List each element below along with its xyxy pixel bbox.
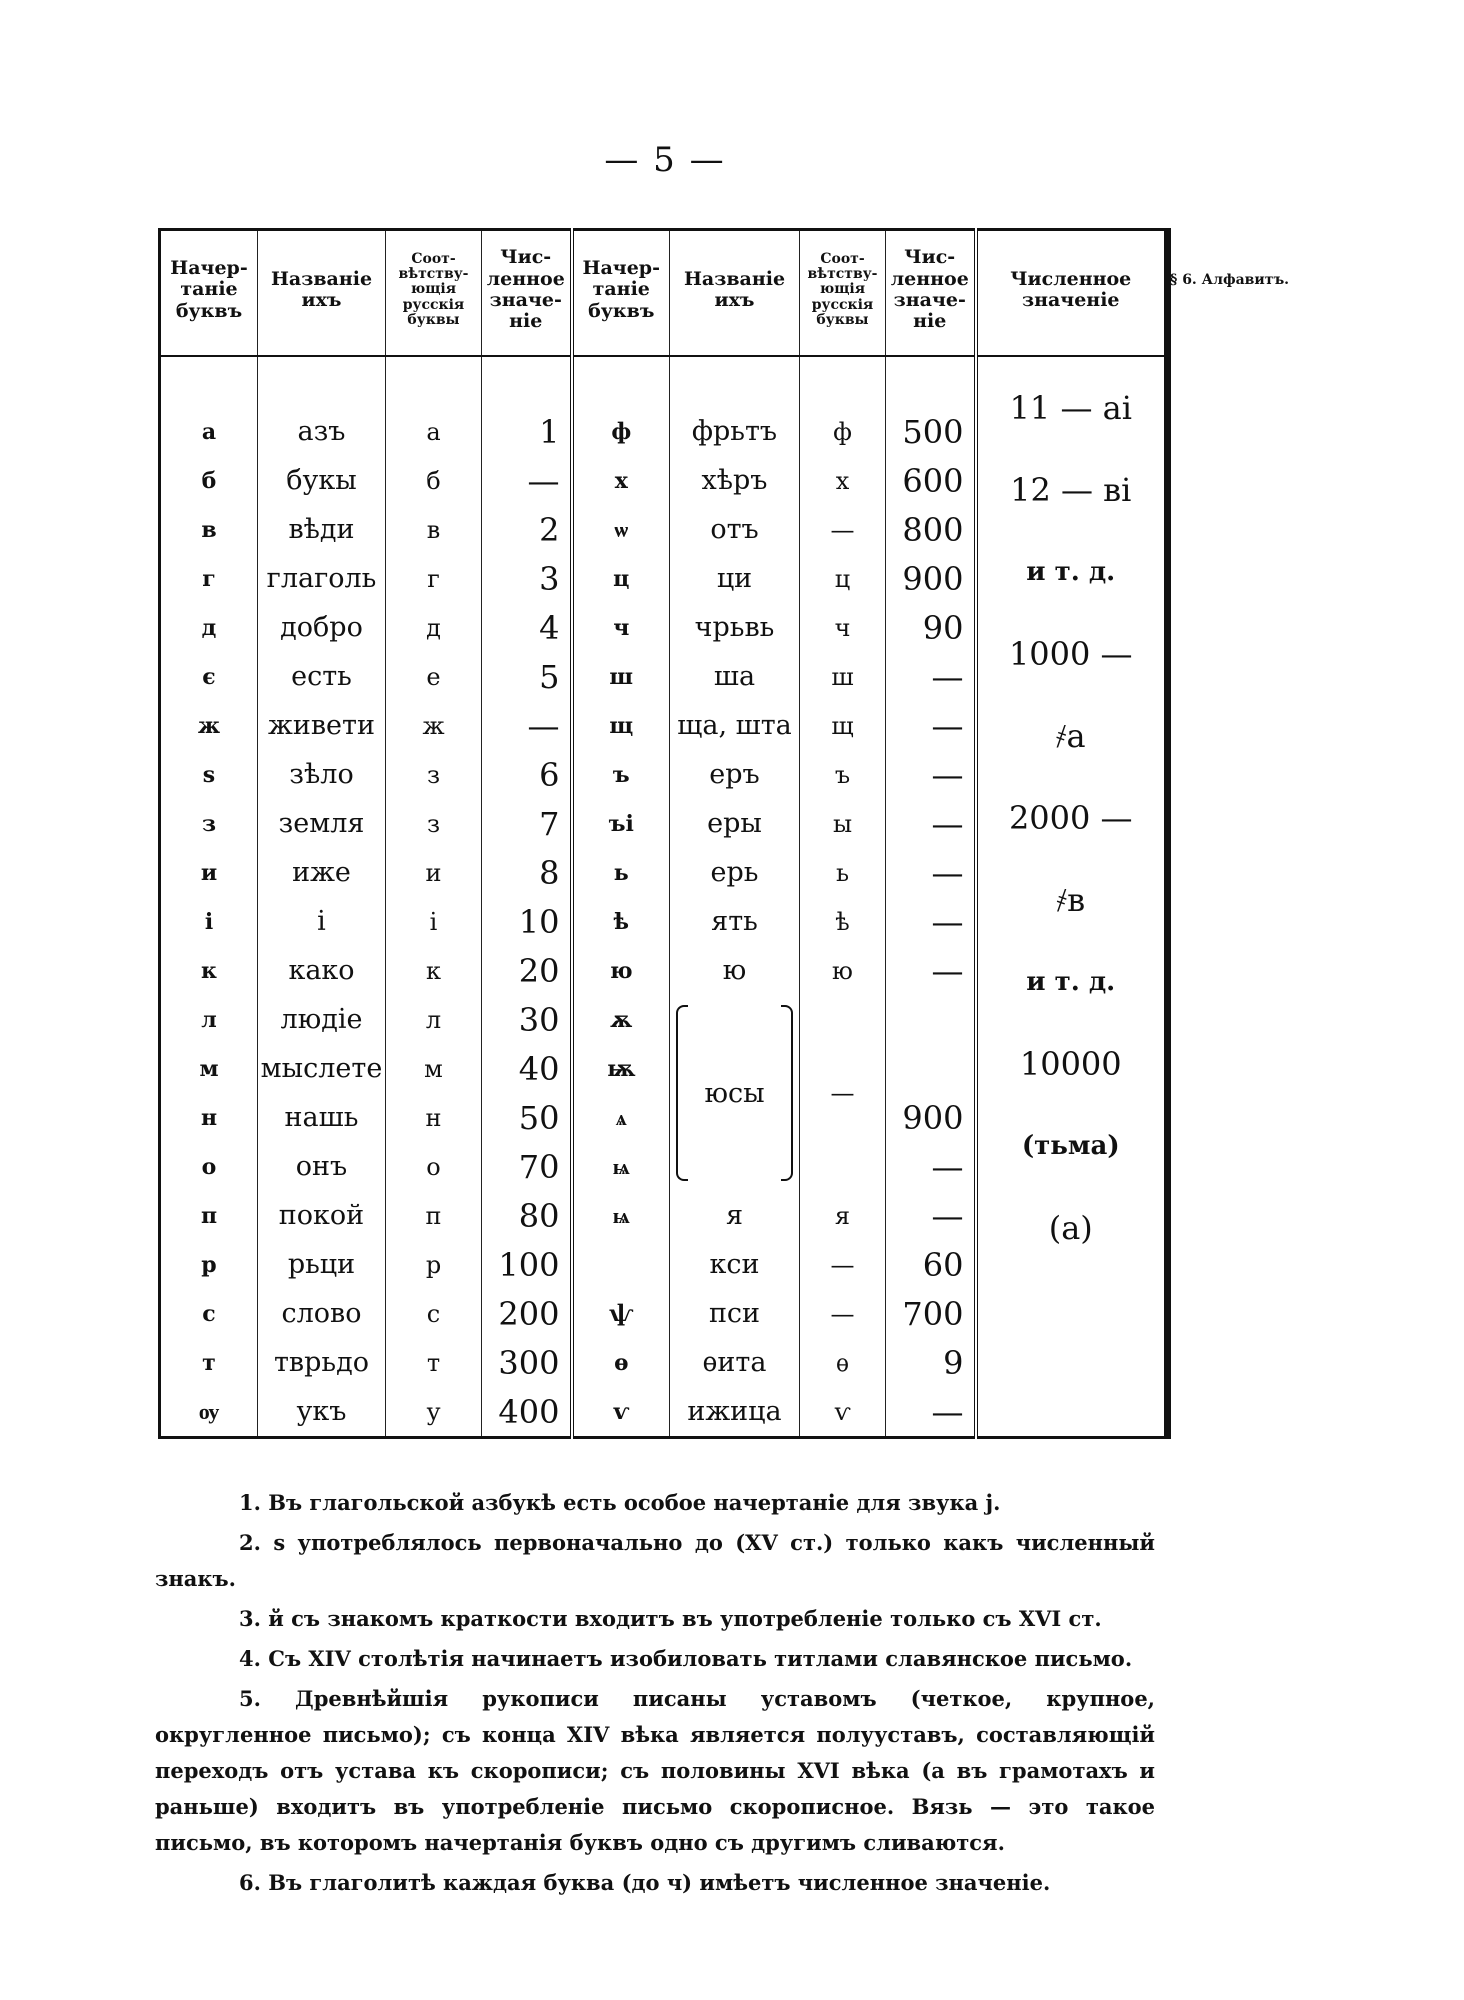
russian-letter: е	[386, 652, 482, 701]
numeric-value: 80	[482, 1191, 572, 1240]
numeric-value: 2	[482, 505, 572, 554]
numeric-value: —	[886, 799, 976, 848]
russian-letter: о	[386, 1142, 482, 1191]
letter-name: вѣди	[258, 505, 386, 554]
header-numeric-general: Численное значеніе	[976, 230, 1168, 357]
numeric-value: 8	[482, 848, 572, 897]
letter-name: живети	[258, 701, 386, 750]
numeric-value: 900	[886, 1093, 976, 1142]
letter-name: ю	[670, 946, 800, 995]
russian-letter: ъ	[800, 750, 886, 799]
russian-letter: я	[800, 1191, 886, 1240]
letter-shape: ю	[572, 946, 670, 995]
numeric-value: —	[886, 1191, 976, 1240]
numeric-value: 50	[482, 1093, 572, 1142]
numeric-value: 9	[886, 1338, 976, 1387]
numeric-value: 400	[482, 1387, 572, 1438]
russian-letter: ж	[386, 701, 482, 750]
letter-name: ща, шта	[670, 701, 800, 750]
russian-letter: н	[386, 1093, 482, 1142]
numeric-value: 30	[482, 995, 572, 1044]
numeric-value: —	[886, 652, 976, 701]
russian-letter: т	[386, 1338, 482, 1387]
letter-shape: ѫ	[572, 995, 670, 1044]
russian-letter: —	[800, 505, 886, 554]
letter-shape: б	[160, 456, 258, 505]
header-numeric-2: Чис- ленное значе- ніе	[886, 230, 976, 357]
numeric-example: 1000 —	[1008, 635, 1133, 673]
numeric-value: 500	[886, 407, 976, 456]
russian-letter: г	[386, 554, 482, 603]
numeric-value: 800	[886, 505, 976, 554]
numeric-value: 3	[482, 554, 572, 603]
numeric-value: 10	[482, 897, 572, 946]
footnotes	[155, 1485, 1155, 1905]
letter-name: еры	[670, 799, 800, 848]
letter-shape: ѕ	[160, 750, 258, 799]
numeric-value: 40	[482, 1044, 572, 1093]
letter-name: рьци	[258, 1240, 386, 1289]
letter-shape: в	[160, 505, 258, 554]
numeric-value: 7	[482, 799, 572, 848]
russian-letter: ь	[800, 848, 886, 897]
footnote: 5. Древнѣйшія рукописи писаны уставомъ (четкое, крупное, округленное письмо); съ конца XIV вѣка является полууставъ, составляющій переходъ отъ устава къ скорописи; съ половины XVI вѣка (а въ грамотахъ и раньше) входитъ въ употребленіе письмо скорописное. Вязь — это такое письмо, въ которомъ начертанія буквъ одно съ другимъ сливаются.	[155, 1686, 1155, 1855]
letter-name: ци	[670, 554, 800, 603]
yus-name-cell: юсы	[670, 995, 800, 1191]
russian-letter: в	[386, 505, 482, 554]
letter-name: глаголь	[258, 554, 386, 603]
letter-shape: ѩ	[572, 1142, 670, 1191]
letter-name: ерь	[670, 848, 800, 897]
numeric-value: —	[886, 750, 976, 799]
numeric-value: —	[886, 701, 976, 750]
numeric-example: 10000	[1019, 1045, 1122, 1083]
numeric-example: (а)	[1048, 1209, 1093, 1247]
letter-shape: і	[160, 897, 258, 946]
numeric-value: 6	[482, 750, 572, 799]
letter-shape: з	[160, 799, 258, 848]
letter-shape: ь	[572, 848, 670, 897]
letter-shape: ѭ	[572, 1044, 670, 1093]
numeric-value: 1	[482, 407, 572, 456]
letter-shape: л	[160, 995, 258, 1044]
numeric-value: 60	[886, 1240, 976, 1289]
letter-shape	[572, 1240, 670, 1289]
letter-name: азъ	[258, 407, 386, 456]
letter-shape: ц	[572, 554, 670, 603]
header-name-2: Названіе ихъ	[670, 230, 800, 357]
letter-name: я	[670, 1191, 800, 1240]
alphabet-table	[158, 228, 1171, 1439]
table-header-row	[160, 230, 1168, 357]
numeric-example: и т. д.	[1026, 967, 1116, 997]
header-russian: Соот- вѣтству- ющія русскія буквы	[386, 230, 482, 357]
letter-name: букы	[258, 456, 386, 505]
letter-shape: ѳ	[572, 1338, 670, 1387]
footnote: 1. Въ глагольской азбукѣ есть особое начертаніе для звука j.	[239, 1490, 1001, 1515]
letter-name: нашь	[258, 1093, 386, 1142]
numeric-example: 12 — ві	[1010, 471, 1132, 509]
letter-shape: є	[160, 652, 258, 701]
letter-shape: о	[160, 1142, 258, 1191]
numeric-example: (тьма)	[1021, 1131, 1120, 1161]
numeric-value: —	[886, 848, 976, 897]
letter-shape: щ	[572, 701, 670, 750]
russian-letter: ѳ	[800, 1338, 886, 1387]
russian-letter: з	[386, 750, 482, 799]
russian-letter: ш	[800, 652, 886, 701]
header-name: Названіе ихъ	[258, 230, 386, 357]
letter-name: людіе	[258, 995, 386, 1044]
letter-shape: д	[160, 603, 258, 652]
numeric-value: —	[886, 946, 976, 995]
letter-shape: к	[160, 946, 258, 995]
numeric-value	[886, 995, 976, 1044]
footnote: 3. й съ знакомъ краткости входитъ въ употребленіе только съ XVI ст.	[239, 1606, 1102, 1631]
letter-shape: ѱ	[572, 1289, 670, 1338]
numeric-value: —	[886, 897, 976, 946]
russian-letter: д	[386, 603, 482, 652]
numeric-example: ҂а	[1055, 717, 1086, 755]
russian-letter: у	[386, 1387, 482, 1438]
russian-letter: к	[386, 946, 482, 995]
letter-shape: р	[160, 1240, 258, 1289]
russian-letter: х	[800, 456, 886, 505]
letter-shape: ж	[160, 701, 258, 750]
numeric-value: 90	[886, 603, 976, 652]
letter-name: онъ	[258, 1142, 386, 1191]
letter-shape: ѣ	[572, 897, 670, 946]
russian-letter: р	[386, 1240, 482, 1289]
letter-name: добро	[258, 603, 386, 652]
letter-name: отъ	[670, 505, 800, 554]
letter-name: еръ	[670, 750, 800, 799]
russian-letter: ц	[800, 554, 886, 603]
russian-letter: б	[386, 456, 482, 505]
numeric-value: —	[482, 456, 572, 505]
letter-name: хѣръ	[670, 456, 800, 505]
letter-name: кси	[670, 1240, 800, 1289]
letter-shape: ѩ	[572, 1191, 670, 1240]
letter-shape: ѵ	[572, 1387, 670, 1438]
russian-letter: щ	[800, 701, 886, 750]
letter-shape: ч	[572, 603, 670, 652]
letter-name: иже	[258, 848, 386, 897]
russian-letter: —	[800, 1289, 886, 1338]
letter-name: чрьвь	[670, 603, 800, 652]
letter-shape: и	[160, 848, 258, 897]
letter-shape: г	[160, 554, 258, 603]
numeric-value: 5	[482, 652, 572, 701]
letter-name: покой	[258, 1191, 386, 1240]
letter-shape: ъі	[572, 799, 670, 848]
letter-shape: т	[160, 1338, 258, 1387]
header-shape-2: Начер- таніе буквъ	[572, 230, 670, 357]
spacer-row	[160, 356, 1168, 407]
russian-letter: м	[386, 1044, 482, 1093]
letter-name: ѳита	[670, 1338, 800, 1387]
header-shape: Начер- таніе буквъ	[160, 230, 258, 357]
numeric-example: 11 — аі	[1009, 389, 1132, 427]
russian-letter: з	[386, 799, 482, 848]
numeric-value: 20	[482, 946, 572, 995]
letter-name: тврьдо	[258, 1338, 386, 1387]
russian-letter: ы	[800, 799, 886, 848]
russian-letter: п	[386, 1191, 482, 1240]
letter-name: ша	[670, 652, 800, 701]
numeric-value: 300	[482, 1338, 572, 1387]
letter-shape: ѧ	[572, 1093, 670, 1142]
numeric-examples-cell	[976, 356, 1168, 1438]
letter-shape: а	[160, 407, 258, 456]
letter-name: ять	[670, 897, 800, 946]
footnote: 2. ѕ употреблялось первоначально до (XV ст.) только какъ численный знакъ.	[155, 1530, 1155, 1591]
letter-name: зѣло	[258, 750, 386, 799]
numeric-value	[886, 1044, 976, 1093]
numeric-value: 900	[886, 554, 976, 603]
russian-letter: и	[386, 848, 482, 897]
letter-name: слово	[258, 1289, 386, 1338]
letter-shape: н	[160, 1093, 258, 1142]
letter-name: како	[258, 946, 386, 995]
page-number: — 5 —	[604, 140, 726, 180]
letter-name: мыслете	[258, 1044, 386, 1093]
letter-shape: ѹ	[160, 1387, 258, 1438]
footnote: 6. Въ глаголитѣ каждая буква (до ч) имѣетъ численное значеніе.	[239, 1870, 1051, 1895]
russian-letter: ч	[800, 603, 886, 652]
letter-shape: ъ	[572, 750, 670, 799]
numeric-value: —	[886, 1387, 976, 1438]
numeric-value: 100	[482, 1240, 572, 1289]
numeric-example: и т. д.	[1026, 557, 1116, 587]
russian-letter: с	[386, 1289, 482, 1338]
letter-name: есть	[258, 652, 386, 701]
header-russian-2: Соот- вѣтству- ющія русскія буквы	[800, 230, 886, 357]
russian-letter: л	[386, 995, 482, 1044]
letter-shape: ш	[572, 652, 670, 701]
letter-name: укъ	[258, 1387, 386, 1438]
numeric-example: ҂в	[1056, 881, 1086, 919]
russian-letter: —	[800, 1240, 886, 1289]
numeric-value: 200	[482, 1289, 572, 1338]
letter-shape: ф	[572, 407, 670, 456]
russian-letter: і	[386, 897, 482, 946]
letter-shape: м	[160, 1044, 258, 1093]
russian-letter: ю	[800, 946, 886, 995]
letter-shape: п	[160, 1191, 258, 1240]
letter-name: і	[258, 897, 386, 946]
numeric-example: 2000 —	[1008, 799, 1133, 837]
letter-shape: х	[572, 456, 670, 505]
numeric-value: 700	[886, 1289, 976, 1338]
numeric-value: 600	[886, 456, 976, 505]
numeric-value: —	[886, 1142, 976, 1191]
numeric-value: 4	[482, 603, 572, 652]
section-sidenote: § 6. Алфавитъ.	[1170, 272, 1290, 288]
letter-name: ижица	[670, 1387, 800, 1438]
letter-name: фрьтъ	[670, 407, 800, 456]
russian-letter: ѵ	[800, 1387, 886, 1438]
russian-letter: ѣ	[800, 897, 886, 946]
numeric-value: —	[482, 701, 572, 750]
russian-letter: а	[386, 407, 482, 456]
yus-russian-cell: —	[800, 995, 886, 1191]
header-numeric: Чис- ленное значе- ніе	[482, 230, 572, 357]
letter-name: земля	[258, 799, 386, 848]
russian-letter: ф	[800, 407, 886, 456]
letter-name: пси	[670, 1289, 800, 1338]
letter-shape: ѡ	[572, 505, 670, 554]
footnote: 4. Съ XIV столѣтія начинаетъ изобиловать титлами славянское письмо.	[239, 1646, 1133, 1671]
numeric-value: 70	[482, 1142, 572, 1191]
letter-shape: с	[160, 1289, 258, 1338]
